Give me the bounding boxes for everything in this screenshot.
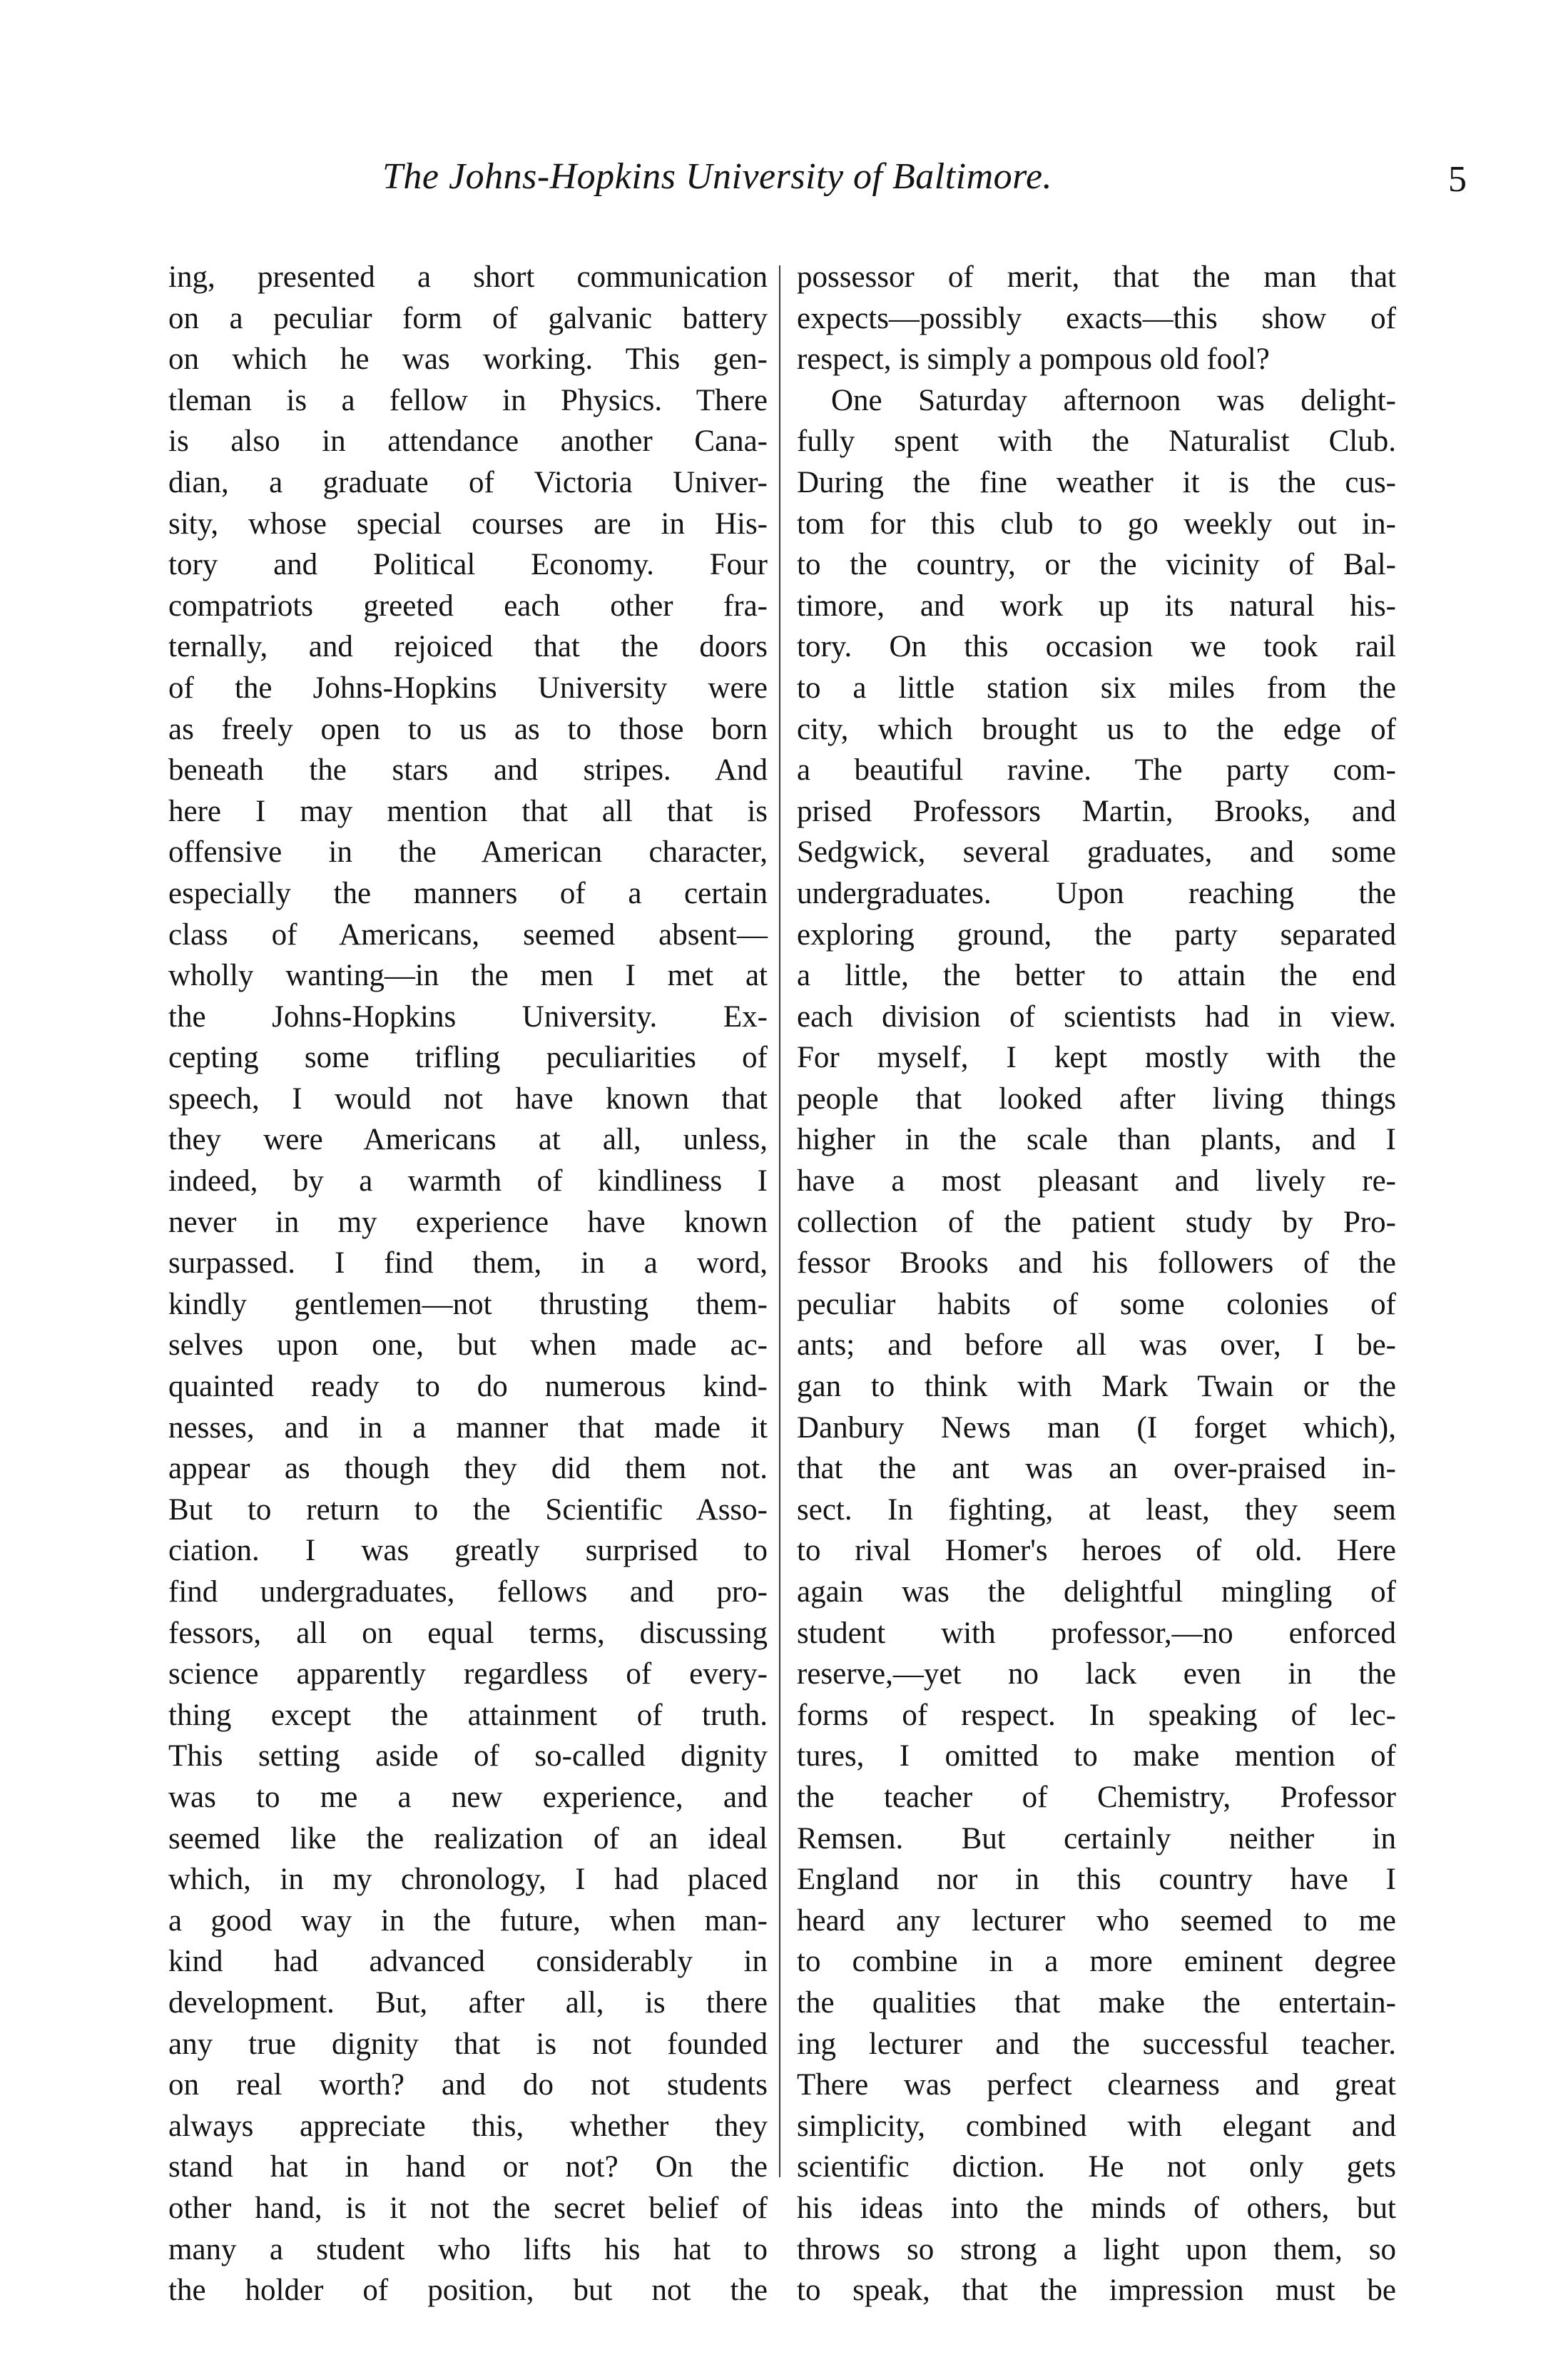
text-line: sity, whose special courses are in His- (168, 506, 768, 541)
text-line: always appreciate this, whether they (168, 2109, 768, 2143)
text-line: especially the manners of a certain (168, 876, 768, 910)
text-line: expects—possibly exacts—this show of (797, 301, 1396, 335)
text-line: peculiar habits of some colonies of (797, 1287, 1396, 1321)
text-line: cepting some trifling peculiarities of (168, 1041, 768, 1075)
text-line: the qualities that make the entertain- (797, 1985, 1396, 2020)
text-line: prised Professors Martin, Brooks, and (797, 794, 1396, 828)
text-line: many a student who lifts his hat to (168, 2232, 768, 2266)
text-line: Sedgwick, several graduates, and some (797, 835, 1396, 870)
text-line: tory. On this occasion we took rail (797, 630, 1396, 664)
text-line: development. But, after all, is there (168, 1985, 768, 2020)
text-line: ing lecturer and the successful teacher. (797, 2027, 1396, 2061)
running-head (382, 156, 1467, 220)
text-line: the teacher of Chemistry, Professor (797, 1780, 1396, 1814)
text-line: reserve,—yet no lack even in the (797, 1657, 1396, 1691)
text-line: on which he was working. This gen- (168, 342, 768, 377)
text-line: fessor Brooks and his followers of the (797, 1246, 1396, 1281)
text-line: student with professor,—no enforced (797, 1616, 1396, 1650)
text-line: forms of respect. In speaking of lec- (797, 1698, 1396, 1732)
text-line: During the fine weather it is the cus- (797, 465, 1396, 499)
text-line: a beautiful ravine. The party com- (797, 753, 1396, 788)
text-line: Remsen. But certainly neither in (797, 1821, 1396, 1856)
text-line: throws so strong a light upon them, so (797, 2232, 1396, 2266)
text-line: have a most pleasant and lively re- (797, 1164, 1396, 1198)
text-line: nesses, and in a manner that made it (168, 1410, 768, 1445)
text-line: This setting aside of so-called dignity (168, 1739, 768, 1773)
text-line: exploring ground, the party separated (797, 917, 1396, 952)
text-line: wholly wanting—in the men I met at (168, 959, 768, 993)
text-line: possessor of merit, that the man that (797, 260, 1396, 294)
text-line: here I may mention that all that is (168, 794, 768, 828)
text-line: on a peculiar form of galvanic battery (168, 301, 768, 335)
text-line: a little, the better to attain the end (797, 959, 1396, 993)
text-line: seemed like the realization of an ideal (168, 1821, 768, 1856)
text-line: England nor in this country have I (797, 1863, 1396, 1897)
text-line: offensive in the American character, (168, 835, 768, 870)
text-line: never in my experience have known (168, 1205, 768, 1239)
text-line: beneath the stars and stripes. And (168, 753, 768, 788)
page-number: 5 (1448, 159, 1467, 200)
text-line: ternally, and rejoiced that the doors (168, 630, 768, 664)
text-line: again was the delightful mingling of (797, 1575, 1396, 1609)
text-line: kind had advanced considerably in (168, 1945, 768, 1979)
left-column (168, 257, 768, 2311)
running-title: The Johns-Hopkins University of Baltimore. (382, 156, 1053, 197)
text-line: fully spent with the Naturalist Club. (797, 424, 1396, 459)
text-line: simplicity, combined with elegant and (797, 2109, 1396, 2143)
text-line: There was perfect clearness and great (797, 2068, 1396, 2102)
text-line: compatriots greeted each other fra- (168, 589, 768, 623)
text-line: For myself, I kept mostly with the (797, 1041, 1396, 1075)
text-line: city, which brought us to the edge of (797, 712, 1396, 746)
text-line: fessors, all on equal terms, discussing (168, 1616, 768, 1650)
text-line: each division of scientists had in view. (797, 999, 1396, 1034)
text-line: which, in my chronology, I had placed (168, 1863, 768, 1897)
text-line: indeed, by a warmth of kindliness I (168, 1164, 768, 1198)
text-line: One Saturday afternoon was delight- (831, 383, 1396, 417)
text-line: undergraduates. Upon reaching the (797, 876, 1396, 910)
text-line: surpassed. I find them, in a word, (168, 1246, 768, 1281)
text-line: higher in the scale than plants, and I (797, 1123, 1396, 1157)
text-line: the holder of position, but not the (168, 2274, 768, 2308)
text-line: ing, presented a short communication (168, 260, 768, 294)
text-line: as freely open to us as to those born (168, 712, 768, 746)
text-line: heard any lecturer who seemed to me (797, 1903, 1396, 1938)
right-column (797, 257, 1396, 2311)
text-line: of the Johns-Hopkins University were (168, 671, 768, 705)
text-line: tleman is a fellow in Physics. There (168, 383, 768, 417)
text-line: dian, a graduate of Victoria Univer- (168, 465, 768, 499)
text-line: timore, and work up its natural his- (797, 589, 1396, 623)
text-line: to rival Homer's heroes of old. Here (797, 1534, 1396, 1568)
text-line: ciation. I was greatly surprised to (168, 1534, 768, 1568)
text-line: stand hat in hand or not? On the (168, 2150, 768, 2184)
text-line: to speak, that the impression must be (797, 2274, 1396, 2308)
text-line: tom for this club to go weekly out in- (797, 506, 1396, 541)
text-line: to combine in a more eminent degree (797, 1945, 1396, 1979)
text-line: to the country, or the vicinity of Bal- (797, 548, 1396, 582)
text-line: gan to think with Mark Twain or the (797, 1370, 1396, 1404)
column-divider (779, 265, 780, 2177)
text-line: kindly gentlemen—not thrusting them- (168, 1287, 768, 1321)
text-line: thing except the attainment of truth. (168, 1698, 768, 1732)
text-line: a good way in the future, when man- (168, 1903, 768, 1938)
text-line: appear as though they did them not. (168, 1452, 768, 1486)
text-line: But to return to the Scientific Asso- (168, 1492, 768, 1527)
text-line: quainted ready to do numerous kind- (168, 1370, 768, 1404)
text-line: they were Americans at all, unless, (168, 1123, 768, 1157)
text-line: is also in attendance another Cana- (168, 424, 768, 459)
text-line: other hand, is it not the secret belief of (168, 2191, 768, 2225)
text-line: to a little station six miles from the (797, 671, 1396, 705)
text-line: collection of the patient study by Pro- (797, 1205, 1396, 1239)
text-line: that the ant was an over-praised in- (797, 1452, 1396, 1486)
text-line: sect. In fighting, at least, they seem (797, 1492, 1396, 1527)
text-line: tures, I omitted to make mention of (797, 1739, 1396, 1773)
text-line: ants; and before all was over, I be- (797, 1328, 1396, 1363)
text-line: find undergraduates, fellows and pro- (168, 1575, 768, 1609)
text-line: was to me a new experience, and (168, 1780, 768, 1814)
text-line: on real worth? and do not students (168, 2068, 768, 2102)
text-line: people that looked after living things (797, 1081, 1396, 1116)
text-line: respect, is simply a pompous old fool? (797, 342, 1270, 377)
text-line: tory and Political Economy. Four (168, 548, 768, 582)
text-line: science apparently regardless of every- (168, 1657, 768, 1691)
text-line: speech, I would not have known that (168, 1081, 768, 1116)
text-line: the Johns-Hopkins University. Ex- (168, 999, 768, 1034)
text-line: his ideas into the minds of others, but (797, 2191, 1396, 2225)
text-line: scientific diction. He not only gets (797, 2150, 1396, 2184)
text-line: class of Americans, seemed absent— (168, 917, 768, 952)
text-line: selves upon one, but when made ac- (168, 1328, 768, 1363)
text-line: any true dignity that is not founded (168, 2027, 768, 2061)
text-line: Danbury News man (I forget which), (797, 1410, 1396, 1445)
